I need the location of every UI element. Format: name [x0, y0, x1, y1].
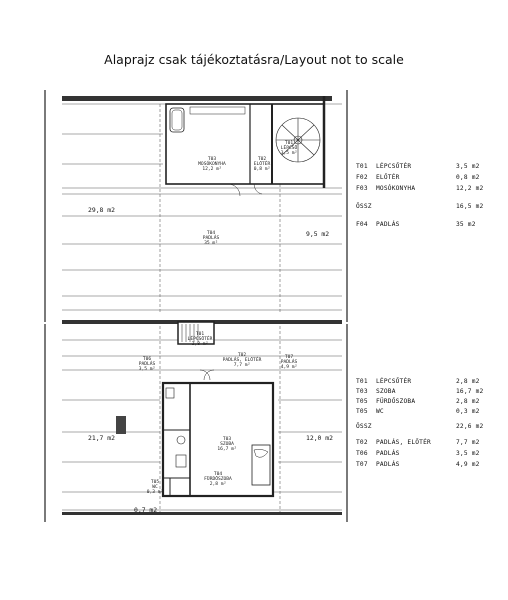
room-label-t03-lower: T03 SZOBA 16,7 m²	[217, 437, 237, 453]
lower-floor-area-table: T01 LÉPCSŐTÉR 2,8 m2 T03 SZOBA 16,7 m2 T05 FÜRDŐSZOBA 2,8 m2 T05 WC 0,3 m2 ÖSSZ 22,6 m2 T02 PADLÁS, ELŐTÉR 7,7 m2 T06 PADLÁS 3,5 m2 T07 PADLÁS 4,9 m2	[356, 378, 484, 468]
room-label-t03-upper: T03 MOSÓKONYHA 12,2 m²	[198, 157, 226, 173]
upper-left-area-label: 29,8 m2	[88, 206, 115, 214]
lower-right-area-label: 12,0 m2	[306, 434, 333, 442]
room-label-t06-lower: T06 PADLÁS 3,5 m²	[138, 357, 156, 373]
upper-floor-area-table: T01 LÉPCSŐTÉR 3,5 m2 F02 ELŐTÉR 0,8 m2 F03 MOSÓKONYHA 12,2 m2 ÖSSZ 16,5 m2 F04 PADLÁS 35 m2	[356, 163, 484, 228]
room-label-t01-upper: T01 LÉPCSŐ 3,5 m²	[280, 141, 298, 157]
room-label-t02-lower: T02 PADLÁS, ELŐTÉR 7,7 m²	[222, 353, 262, 369]
lower-floor-plan	[45, 322, 347, 522]
room-label-t01-lower: T01 LÉPCSŐTÉR 2,8 m²	[187, 332, 213, 348]
room-label-t04-upper: T04 PADLÁS 35 m²	[202, 231, 220, 247]
room-label-t07-lower: T07 PADLÁS 4,9 m²	[280, 355, 298, 371]
upper-right-area-label: 9,5 m2	[306, 230, 330, 238]
plan-title: Alaprajz csak tájékoztatásra/Layout not to scale	[104, 52, 404, 67]
room-label-t04-lower: T04 FÜRDŐSZOBA 2,8 m²	[204, 472, 232, 488]
bottom-area-label: 0,7 m2	[134, 506, 158, 514]
room-label-t05-lower: T05 WC 0,3 m²	[146, 480, 164, 496]
lower-left-area-label: 21,7 m2	[88, 434, 115, 442]
room-label-t02-upper: T02 ELŐTÉR 0,8 m²	[253, 157, 271, 173]
